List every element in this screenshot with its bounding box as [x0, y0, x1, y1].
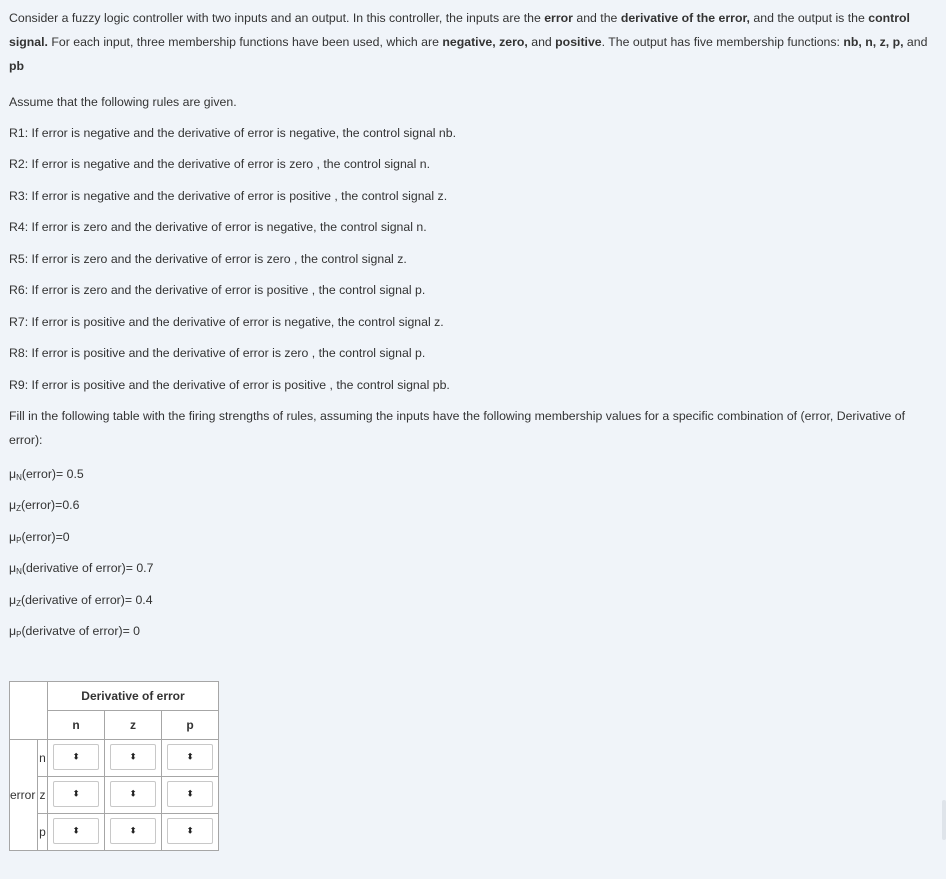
intro-paragraph: Consider a fuzzy logic controller with two inputs and an output. In this controller, the inputs are the error and the derivative of the error, and the output is the control signal. For each input, three membership functions have been used, which are negative, zero, and positive. The output has five membership functions: nb, n, z, p, and pb [9, 11, 928, 73]
cell-p-n [48, 814, 105, 851]
dropdown-arrow-icon: ⬍ [129, 825, 137, 835]
cell-n-p [162, 740, 219, 777]
row-group-header: error [10, 740, 38, 851]
cell-p-z [105, 814, 162, 851]
fill-instruction: Fill in the following table with the firing strengths of rules, assuming the inputs have the following membership values for a specific combination of (error, Derivative of error): [9, 409, 906, 447]
dropdown-arrow-icon: ⬍ [186, 825, 194, 835]
dropdown-p-p[interactable] [167, 818, 213, 844]
membership-derivative-z: $\mu_Z(derivative$ of error)= 0.4 [9, 593, 153, 608]
firing-strength-table [9, 681, 219, 851]
column-header-z: z [105, 711, 162, 740]
table-corner [10, 682, 48, 740]
rule-3: R3: If error is negative and the derivative of error is positive , the control signal z. [9, 189, 448, 203]
cell-z-z [105, 777, 162, 814]
dropdown-p-n[interactable] [53, 818, 99, 844]
dropdown-z-z[interactable] [110, 781, 156, 807]
dropdown-arrow-icon: ⬍ [186, 751, 194, 761]
dropdown-z-n[interactable] [53, 781, 99, 807]
column-header-n: n [48, 711, 105, 740]
dropdown-arrow-icon: ⬍ [129, 788, 137, 798]
rule-8: R8: If error is positive and the derivative of error is zero , the control signal p. [9, 346, 426, 360]
dropdown-n-p[interactable] [167, 744, 213, 770]
dropdown-arrow-icon: ⬍ [129, 751, 137, 761]
cell-n-n [48, 740, 105, 777]
rule-7: R7: If error is positive and the derivative of error is negative, the control signal z. [9, 315, 444, 329]
membership-derivative-p: $\mu_P(derivatve$ of error)= 0 [9, 624, 141, 639]
dropdown-p-z[interactable] [110, 818, 156, 844]
membership-error-p: $\mu_P(error)=0$ [9, 530, 70, 545]
cell-p-p [162, 814, 219, 851]
rule-4: R4: If error is zero and the derivative of error is negative, the control signal n. [9, 220, 427, 234]
dropdown-arrow-icon: ⬍ [186, 788, 194, 798]
rule-5: R5: If error is zero and the derivative of error is zero , the control signal z. [9, 252, 407, 266]
column-group-header: Derivative of error [48, 682, 219, 711]
dropdown-arrow-icon: ⬍ [72, 825, 80, 835]
membership-error-z: $\mu_Z(error)=0.6$ [9, 498, 80, 513]
row-header-z: z [38, 777, 48, 814]
assume-text: Assume that the following rules are given. [9, 95, 237, 109]
cell-z-p [162, 777, 219, 814]
scrollbar-thumb[interactable] [942, 800, 946, 840]
dropdown-arrow-icon: ⬍ [72, 751, 80, 761]
membership-error-n: $\mu_N(error)= 0.5$ [9, 467, 84, 482]
dropdown-n-z[interactable] [110, 744, 156, 770]
row-header-n: n [38, 740, 48, 777]
column-header-p: p [162, 711, 219, 740]
rule-1: R1: If error is negative and the derivative of error is negative, the control signal nb. [9, 126, 457, 140]
cell-n-z [105, 740, 162, 777]
rule-2: R2: If error is negative and the derivative of error is zero , the control signal n. [9, 157, 431, 171]
rule-9: R9: If error is positive and the derivative of error is positive , the control signal pb. [9, 378, 450, 392]
cell-z-n [48, 777, 105, 814]
dropdown-arrow-icon: ⬍ [72, 788, 80, 798]
row-header-p: p [38, 814, 48, 851]
rule-6: R6: If error is zero and the derivative of error is positive , the control signal p. [9, 283, 426, 297]
dropdown-n-n[interactable] [53, 744, 99, 770]
membership-derivative-n: $\mu_N(derivative$ of error)= 0.7 [9, 561, 154, 576]
dropdown-z-p[interactable] [167, 781, 213, 807]
